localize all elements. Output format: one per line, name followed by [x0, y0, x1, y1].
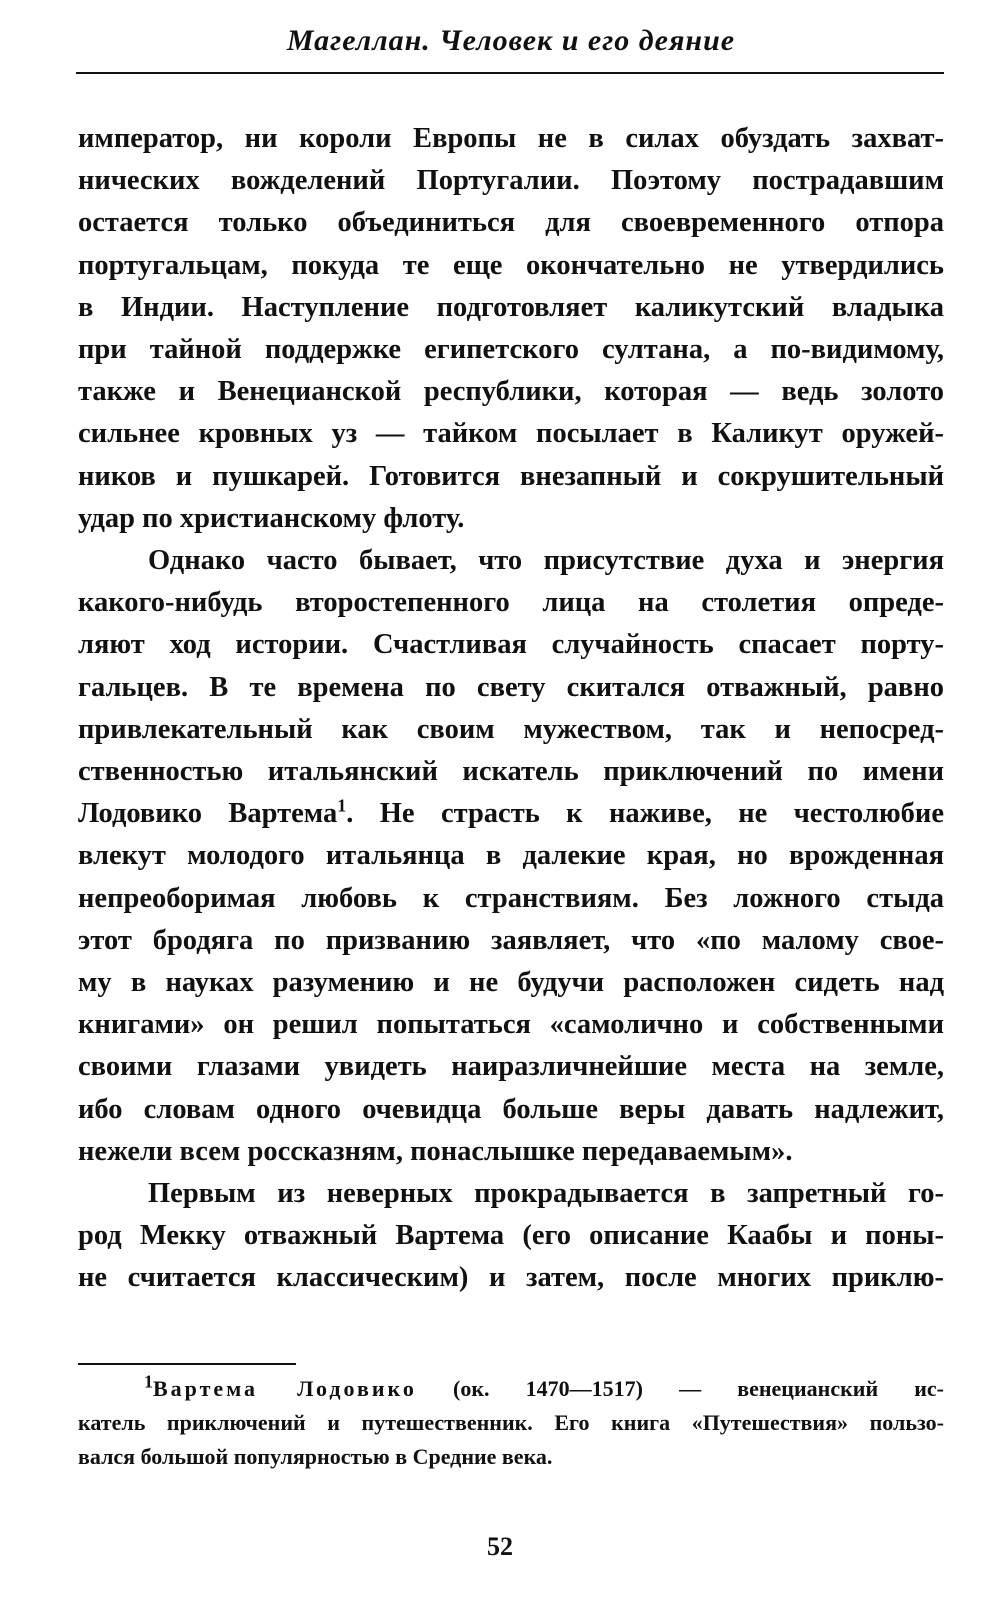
text-line: ибо словам одного очевидца больше веры давать надлежит,: [78, 1093, 944, 1125]
text-line: нежели всем россказням, понаслышке передаваемым».: [78, 1135, 793, 1167]
text-line: не считается классическим) и затем, после многих приклю-: [78, 1262, 944, 1294]
footnote-line: [78, 1372, 944, 1406]
paragraph-2: [78, 540, 944, 1173]
header-divider: [76, 72, 944, 74]
text-line: какого-нибудь второстепенного лица на столетия опреде-: [78, 587, 944, 619]
text-line: также и Венецианской республики, которая — ведь золото: [78, 376, 944, 408]
text-line: род Мекку отважный Вартема (его описание Каабы и поны-: [78, 1220, 944, 1252]
text-line: влекут молодого итальянца в далекие края, но врожденная: [78, 840, 944, 872]
text-line-content: Первым из неверных прокрадывается в запретный го-: [148, 1178, 944, 1210]
footnote-reference[interactable]: 1: [337, 795, 347, 816]
paragraph-3: [78, 1173, 944, 1300]
text-line: своими глазами увидеть наиразличнейшие места на земле,: [78, 1051, 944, 1083]
text-line: книгами» он решил попытаться «самолично и собственными: [78, 1009, 944, 1041]
text-line: ственностью итальянский искатель приключений по имени: [78, 756, 944, 788]
footnote: [78, 1372, 944, 1474]
text-line-content: Однако часто бывает, что присутствие духа и энергия: [148, 545, 944, 577]
text-line: [78, 1173, 944, 1215]
text-line: привлекательный как своим мужеством, так и непосред-: [78, 713, 944, 745]
text-line: удар по христианскому флоту.: [78, 502, 465, 534]
paragraph-1: [78, 118, 944, 540]
footnote-text: (ок. 1470—1517) — венецианский ис-: [416, 1376, 945, 1401]
text-line: нических вожделений Португалии. Поэтому пострадавшим: [78, 165, 944, 197]
text-line: ляют ход истории. Счастливая случайность спасает порту-: [78, 629, 944, 661]
text-line: император, ни короли Европы не в силах обуздать захват-: [78, 123, 944, 154]
text-line: при тайной поддержке египетского султана, а по-видимому,: [78, 334, 944, 366]
footnote-line: вался большой популярностью в Средние века.: [78, 1444, 553, 1469]
footnote-marker: 1: [144, 1371, 153, 1392]
text-line: сильнее кровных уз — тайком посылает в Каликут оружей-: [78, 418, 944, 450]
footnote-line: катель приключений и путешественник. Его книга «Путешествия» пользо-: [78, 1410, 944, 1435]
text-line: португальцам, покуда те еще окончательно не утвердились: [78, 249, 944, 281]
page-number: 52: [487, 1532, 513, 1561]
text-line: остается только объединиться для своевременного отпора: [78, 207, 944, 239]
text-line: в Индии. Наступление подготовляет каликутский владыка: [78, 291, 944, 323]
text-line: му в науках разумению и не будучи расположен сидеть над: [78, 967, 944, 999]
text-line: этот бродяга по призванию заявляет, что «по малому свое-: [78, 924, 944, 956]
text-line: непреоборимая любовь к странствиям. Без ложного стыда: [78, 882, 944, 914]
main-text: [78, 118, 944, 1300]
footnote-divider: [78, 1363, 296, 1365]
text-line: [78, 540, 944, 582]
footnote-anchor-text: Лодовико Вартема: [78, 798, 338, 830]
footnote-term: Вартема Лодовико: [153, 1376, 417, 1401]
running-head: Магеллан. Человек и его деяние: [286, 24, 736, 57]
text-line-content: . Не страсть к наживе, не честолюбие: [346, 798, 944, 830]
text-line: [78, 793, 944, 835]
text-line: ников и пушкарей. Готовится внезапный и сокрушительный: [78, 460, 944, 492]
text-line: гальцев. В те времена по свету скитался отважный, равно: [78, 671, 944, 703]
